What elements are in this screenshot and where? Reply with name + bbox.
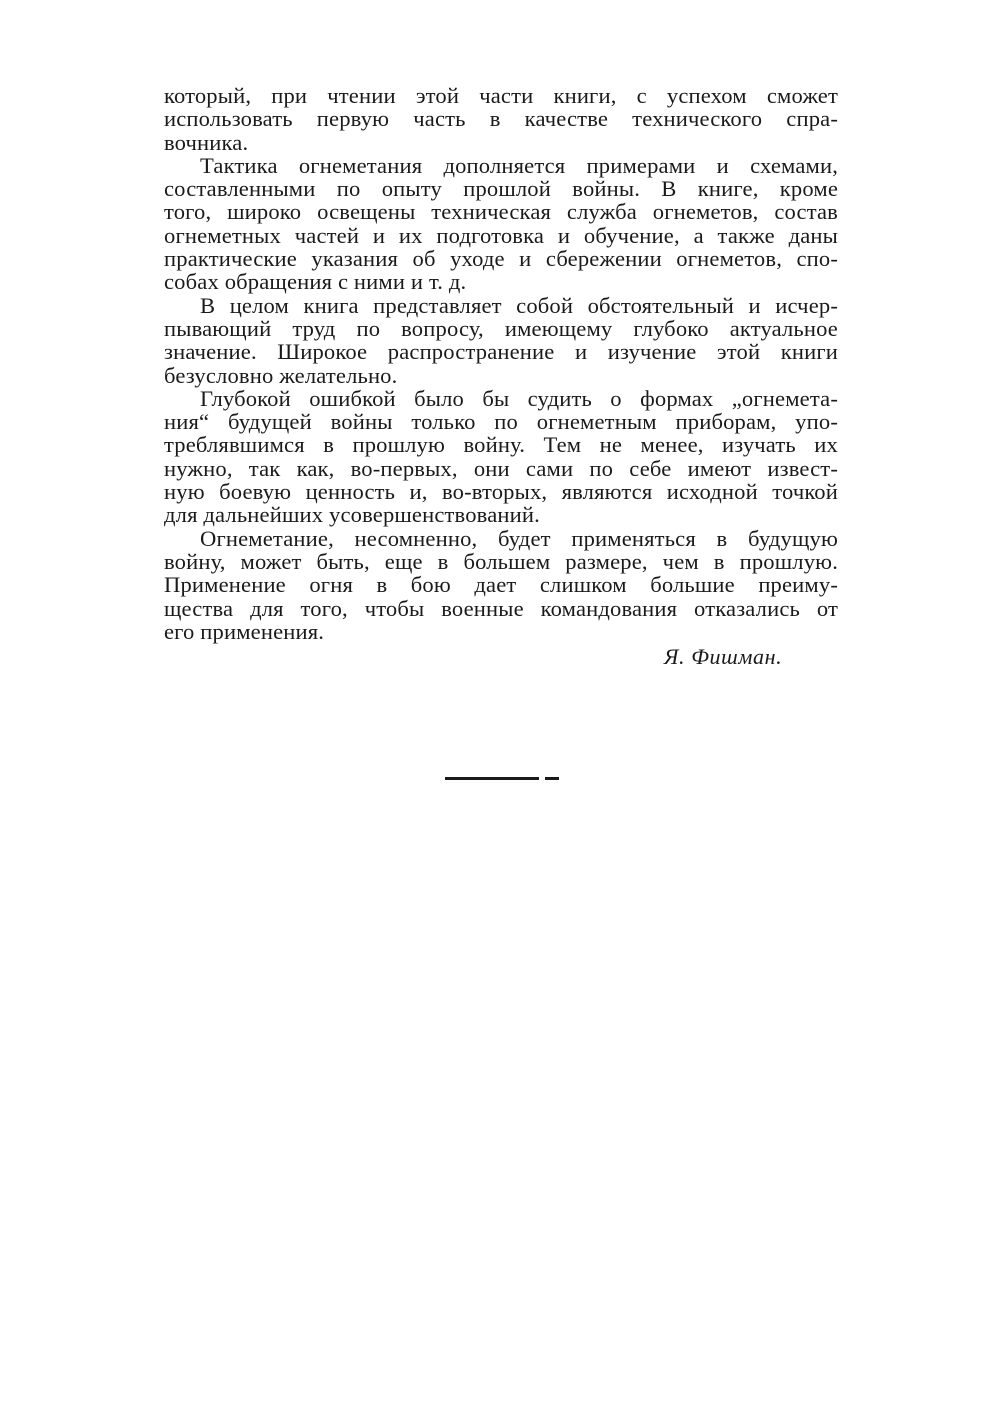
section-end-rule	[445, 777, 559, 780]
text-line: треблявшимся в прошлую войну. Тем не менее, изучать их	[164, 432, 838, 458]
end-rule-long-dash	[445, 777, 539, 780]
text-line: вочника.	[164, 129, 249, 155]
text-line: того, широко освещены техническая служба огнеметов, состав	[164, 199, 838, 225]
text-line: его применения.	[164, 618, 325, 644]
text-line: безусловно желательно.	[164, 362, 398, 388]
text-line: значение. Широкое распространение и изучение этой книги	[164, 339, 838, 365]
text-line: Глубокой ошибкой было бы судить о формах „огнемета-	[200, 385, 838, 411]
text-line: составленными по опыту прошлой войны. В книге, кроме	[164, 176, 838, 202]
text-line: огнеметных частей и их подготовка и обучение, а также даны	[164, 222, 838, 248]
text-line: Огнеметание, несомненно, будет применяться в будущую	[200, 525, 838, 551]
text-line: В целом книга представляет собой обстоятельный и исчер-	[200, 292, 838, 318]
text-line: для дальнейших усовершенствований.	[164, 502, 540, 528]
author-signature: Я. Фишман.	[664, 644, 783, 669]
text-line: Тактика огнеметания дополняется примерами и схемами,	[200, 152, 838, 178]
text-line: ния“ будущей войны только по огнеметным приборам, упо-	[164, 409, 838, 435]
end-rule-short-dash	[545, 777, 559, 780]
text-line: Применение огня в бою дает слишком большие преиму-	[164, 572, 838, 598]
text-line: войну, может быть, еще в большем размере, чем в прошлую.	[164, 548, 838, 574]
text-line: практические указания об уходе и сбережении огнеметов, спо-	[164, 246, 838, 272]
text-line: использовать первую часть в качестве технического спра-	[164, 106, 838, 132]
text-line: пывающий труд по вопросу, имеющему глубоко актуальное	[164, 315, 838, 341]
text-line: нужно, так как, во-первых, они сами по себе имеют извест-	[164, 455, 838, 481]
text-line: ную боевую ценность и, во-вторых, являются исходной точкой	[164, 479, 838, 505]
body-text	[164, 84, 838, 643]
text-line: щества для того, чтобы военные командования отказались от	[164, 595, 838, 621]
text-line: который, при чтении этой части книги, с успехом сможет	[164, 83, 838, 108]
text-line: собах обращения с ними и т. д.	[164, 269, 467, 295]
